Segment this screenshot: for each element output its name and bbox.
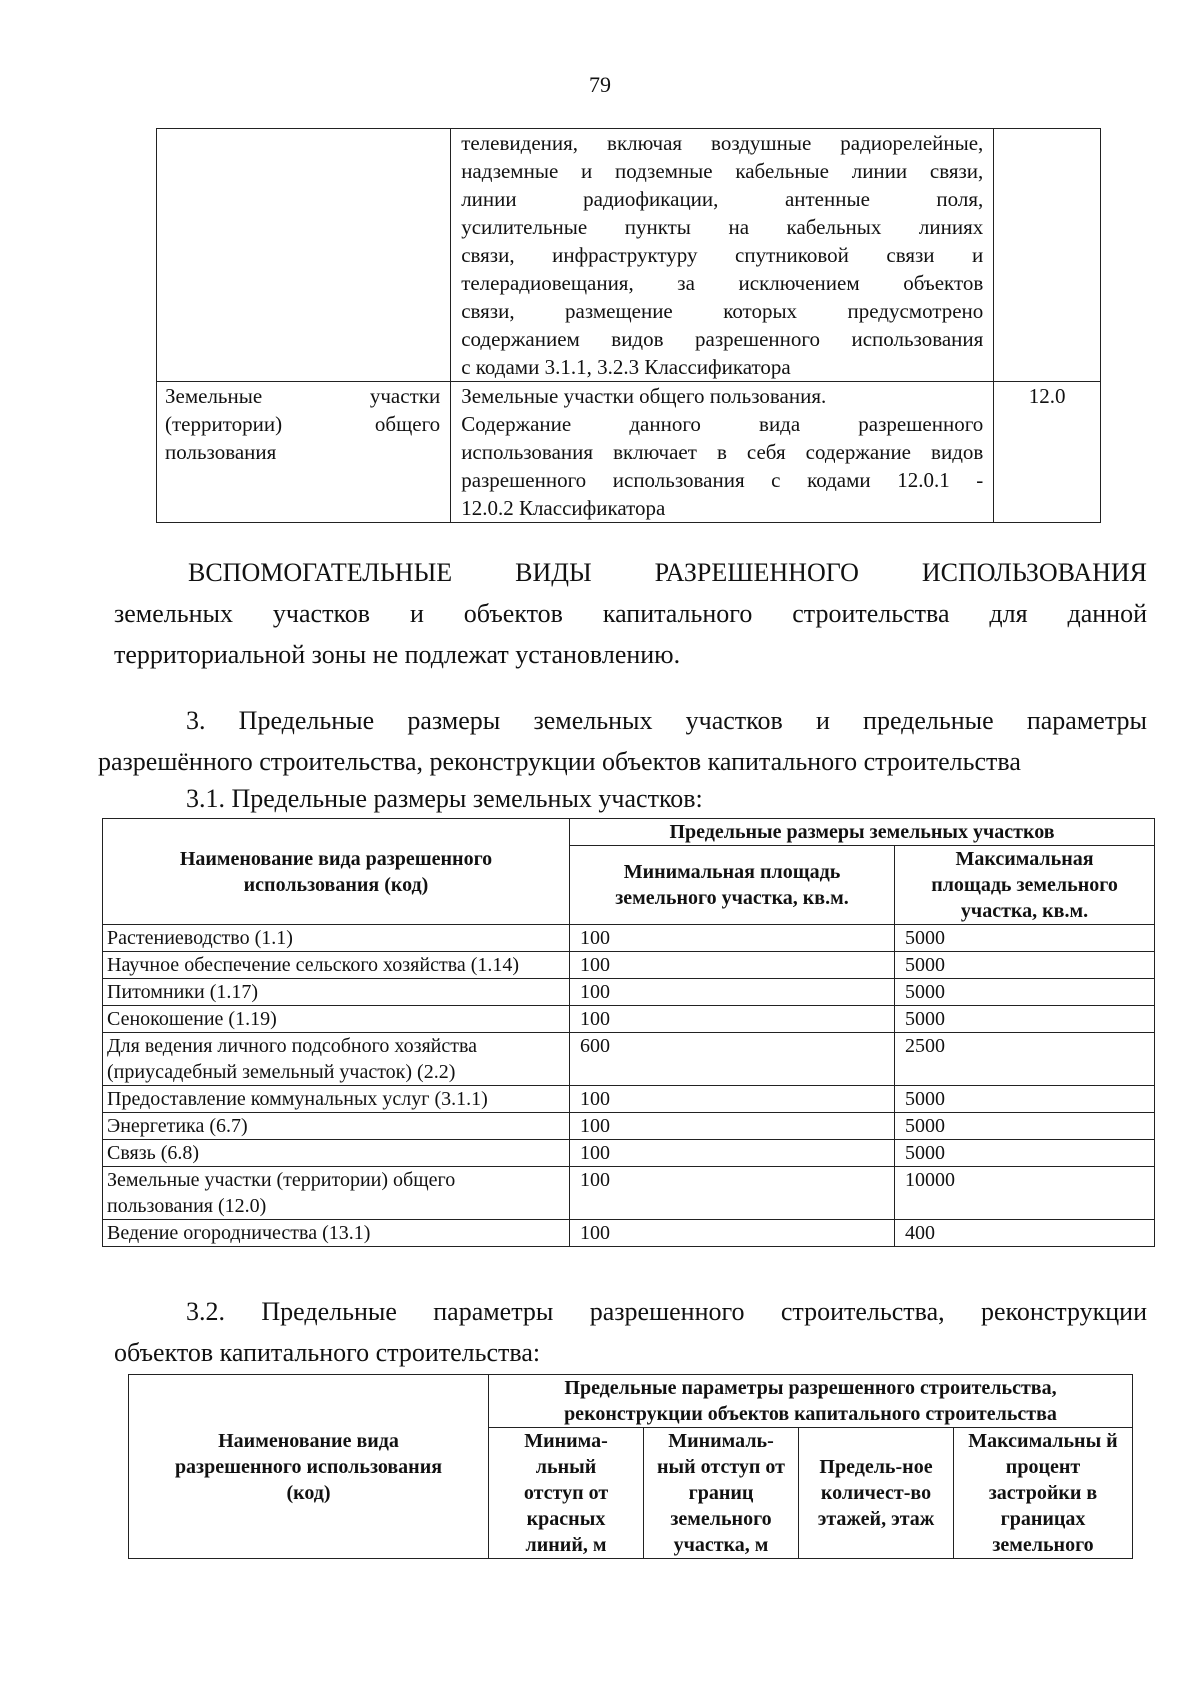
table-row [103,1113,1155,1140]
table-row [157,382,1101,523]
name-line: (территории) общего [165,412,441,436]
description-line: 12.0.2 Классификатора [461,496,666,520]
use-description-cell [451,382,994,523]
description-line: с кодами 3.1.1, 3.2.3 Классификатора [461,355,791,379]
description-line: линии радиофикации, антенные поля, [461,187,984,211]
paragraph-line: земельных участков и объектов капитального строительства для данной [114,599,1147,628]
table-header-row [103,819,1155,846]
table-row [103,979,1155,1006]
description-line: надземные и подземные кабельные линии связи, [461,159,984,183]
min-area-cell: 100 [570,952,895,979]
max-area-cell: 5000 [895,1086,1155,1113]
use-name-cell: Ведение огородничества (13.1) [103,1220,570,1247]
table-row [103,952,1155,979]
max-area-cell: 5000 [895,1140,1155,1167]
min-area-cell: 100 [570,1086,895,1113]
max-area-cell: 5000 [895,952,1155,979]
description-line: усилительные пункты на кабельных линиях [461,215,984,239]
section-3-heading [98,700,1147,782]
use-name-cell: Научное обеспечение сельского хозяйства (1.14) [103,952,570,979]
description-line: телевидения, включая воздушные радиорелейные, [461,131,984,155]
description-line: содержанием видов разрешенного использования [461,327,984,351]
min-area-cell: 100 [570,1113,895,1140]
use-code-cell [994,129,1101,382]
table-row [103,1167,1155,1220]
paragraph-line: ВСПОМОГАТЕЛЬНЫЕ ВИДЫ РАЗРЕШЕННОГО ИСПОЛЬЗОВАНИЯ [188,558,1147,587]
max-area-cell: 5000 [895,1006,1155,1033]
use-name-cell: Растениеводство (1.1) [103,925,570,952]
min-area-cell: 100 [570,1220,895,1247]
description-line: разрешенного использования с кодами 12.0.1 - [461,468,984,492]
header-min-setback-red-lines: Минима-льный отступ от красных линий, м [489,1428,644,1559]
table-row [103,1220,1155,1247]
table-row [103,1033,1155,1086]
name-line: пользования [165,440,277,464]
use-description-cell [451,129,994,382]
table-row [103,1140,1155,1167]
paragraph-line: разрешённого строительства, реконструкции объектов капитального строительства [98,747,1021,776]
min-area-cell: 100 [570,1167,895,1220]
max-area-cell: 5000 [895,979,1155,1006]
section-3-2-heading [114,1291,1147,1373]
auxiliary-uses-paragraph [114,552,1147,675]
paragraph-line: 3. Предельные размеры земельных участков и предельные параметры [186,706,1147,735]
section-3-1-heading: 3.1. Предельные размеры земельных участков: [186,784,703,813]
use-name-cell: Питомники (1.17) [103,979,570,1006]
plot-size-table [102,818,1155,1247]
construction-parameters-table [128,1374,1133,1559]
description-line: связи, инфраструктуру спутниковой связи и [461,243,984,267]
header-plot-size-group: Предельные размеры земельных участков [570,819,1155,846]
permitted-use-table-continued [156,128,1101,523]
max-area-cell: 5000 [895,925,1155,952]
description-line: связи, размещение которых предусмотрено [461,299,984,323]
header-max-area: Максимальная площадь земельного участка, кв.м. [895,846,1155,925]
name-line: Земельные участки [165,384,441,408]
header-use-name: Наименование вида разрешенного использования (код) [103,819,570,925]
table-header-row [129,1375,1133,1428]
use-name-cell: Земельные участки (территории) общего пользования (12.0) [103,1167,570,1220]
use-code-cell: 12.0 [994,382,1101,523]
use-name-cell [157,129,451,382]
paragraph-line: территориальной зоны не подлежат установлению. [114,640,681,669]
header-use-name: Наименование вида разрешенного использования (код) [129,1375,489,1559]
page-number: 79 [589,72,611,97]
max-area-cell: 5000 [895,1113,1155,1140]
table-row [103,1086,1155,1113]
min-area-cell: 100 [570,979,895,1006]
description-line: использования включает в себя содержание видов [461,440,984,464]
use-name-cell: Сенокошение (1.19) [103,1006,570,1033]
description-line: Земельные участки общего пользования. [461,384,827,408]
table-row [103,1006,1155,1033]
use-name-cell: Связь (6.8) [103,1140,570,1167]
header-parameters-group: Предельные параметры разрешенного строительства, реконструкции объектов капитального строительства [489,1375,1133,1428]
table-row [157,129,1101,382]
use-name-cell [157,382,451,523]
table-row [103,925,1155,952]
paragraph-line: 3.2. Предельные параметры разрешенного строительства, реконструкции [186,1297,1147,1326]
description-line: Содержание данного вида разрешенного [461,412,984,436]
header-min-setback-boundaries: Минималь-ный отступ от границ земельного участка, м [644,1428,799,1559]
header-max-coverage: Максимальны й процент застройки в границах земельного [954,1428,1133,1559]
header-min-area: Минимальная площадь земельного участка, кв.м. [570,846,895,925]
use-name-cell: Энергетика (6.7) [103,1113,570,1140]
paragraph-line: объектов капитального строительства: [114,1338,541,1367]
max-area-cell: 10000 [895,1167,1155,1220]
min-area-cell: 100 [570,1006,895,1033]
use-name-cell: Предоставление коммунальных услуг (3.1.1) [103,1086,570,1113]
min-area-cell: 600 [570,1033,895,1086]
max-area-cell: 400 [895,1220,1155,1247]
header-max-floors: Предель-ное количест-во этажей, этаж [799,1428,954,1559]
use-name-cell: Для ведения личного подсобного хозяйства (приусадебный земельный участок) (2.2) [103,1033,570,1086]
min-area-cell: 100 [570,925,895,952]
min-area-cell: 100 [570,1140,895,1167]
max-area-cell: 2500 [895,1033,1155,1086]
description-line: телерадиовещания, за исключением объектов [461,271,984,295]
